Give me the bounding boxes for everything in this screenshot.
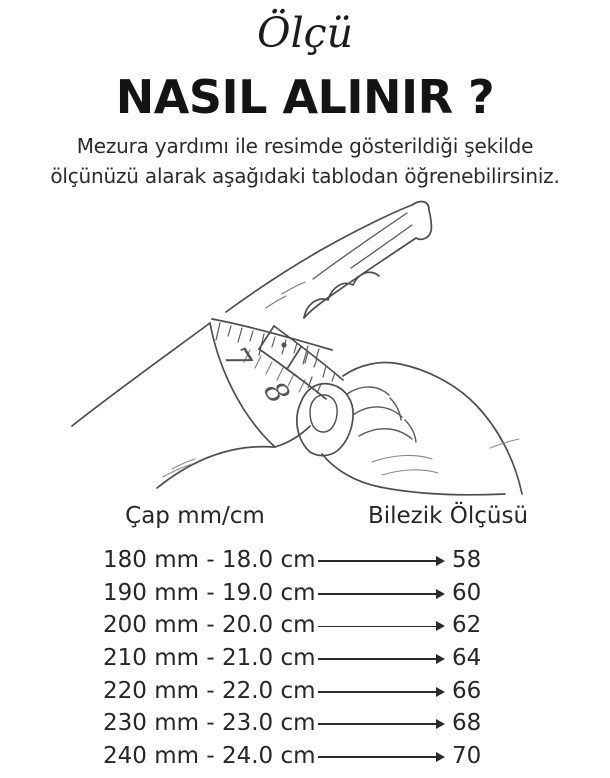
subtitle-line-1: Mezura yardımı ile resimde gösterildiği şekilde: [76, 134, 534, 158]
hand-measuring-tape-illustration: [60, 198, 550, 498]
size-column-header: Bilezik Ölçüsü: [367, 503, 529, 529]
arrow-line: [318, 756, 443, 758]
tape-clasp-hole: [281, 342, 286, 347]
palm-shading: [372, 439, 519, 475]
size-table-row: [103, 609, 490, 642]
bracelet-size-value: 66: [452, 677, 482, 704]
bracelet-size-value: 70: [452, 742, 482, 769]
bracelet-size-value: 68: [452, 710, 482, 737]
size-table: [103, 544, 490, 772]
size-table-row: [103, 674, 490, 707]
tape-loose-end-top: [274, 326, 343, 380]
thumb-nail: [310, 395, 337, 432]
hand-back-creases: [266, 282, 305, 308]
arrow-head-icon: [436, 654, 445, 664]
bracelet-size-value: 58: [452, 547, 482, 574]
size-table-row: [103, 642, 490, 675]
arrow-line: [318, 723, 443, 725]
subtitle-line-2: ölçünüzü alarak aşağıdaki tablodan öğrenebilirsiniz.: [50, 164, 560, 188]
arrow-head-icon: [436, 752, 445, 762]
grasping-hand-bottom: [322, 454, 505, 495]
size-table-row: [103, 577, 490, 610]
diameter-value: 220 mm - 22.0 cm: [103, 677, 316, 704]
script-title: Ölçü: [256, 9, 354, 57]
subtitle: [0, 131, 610, 191]
tape-bottom-edge: [275, 426, 310, 447]
tape-clasp: [259, 326, 301, 369]
arrow-head-icon: [436, 687, 445, 697]
bracelet-size-value: 62: [452, 612, 482, 639]
diameter-value: 200 mm - 20.0 cm: [103, 612, 316, 639]
page-title: NASIL ALINIR ?: [115, 70, 495, 124]
size-table-row: [103, 544, 490, 577]
bracelet-size-value: 64: [452, 645, 482, 672]
tape-number-7: 7: [216, 339, 260, 378]
bracelet-size-value: 60: [452, 579, 482, 606]
arrow-line: [318, 691, 443, 693]
tape-number-8: 8: [256, 375, 297, 411]
thumb-knuckles: [304, 272, 379, 318]
arrow-head-icon: [436, 621, 445, 631]
arrow-line: [318, 593, 443, 595]
diameter-value: 210 mm - 21.0 cm: [103, 645, 316, 672]
arrow-head-icon: [436, 556, 445, 566]
diameter-value: 240 mm - 24.0 cm: [103, 742, 316, 769]
grasping-hand-right: [476, 405, 522, 494]
diameter-column-header: Çap mm/cm: [125, 503, 265, 529]
arrow-head-icon: [436, 719, 445, 729]
arrow-head-icon: [436, 589, 445, 599]
arrow-line: [318, 658, 443, 660]
tape-left-edge: [210, 323, 275, 447]
diameter-value: 230 mm - 23.0 cm: [103, 710, 316, 737]
size-table-header: [0, 501, 610, 531]
diameter-value: 180 mm - 18.0 cm: [103, 547, 316, 574]
diameter-value: 190 mm - 19.0 cm: [103, 579, 316, 606]
arrow-line: [318, 626, 443, 628]
size-table-row: [103, 707, 490, 740]
size-table-row: [103, 740, 490, 773]
arrow-line: [318, 560, 443, 562]
curled-fingers: [347, 387, 416, 442]
arm-shading: [163, 459, 195, 477]
grasping-hand-top: [343, 363, 476, 406]
fingertip: [412, 202, 431, 240]
arm-top-contour: [72, 323, 210, 426]
